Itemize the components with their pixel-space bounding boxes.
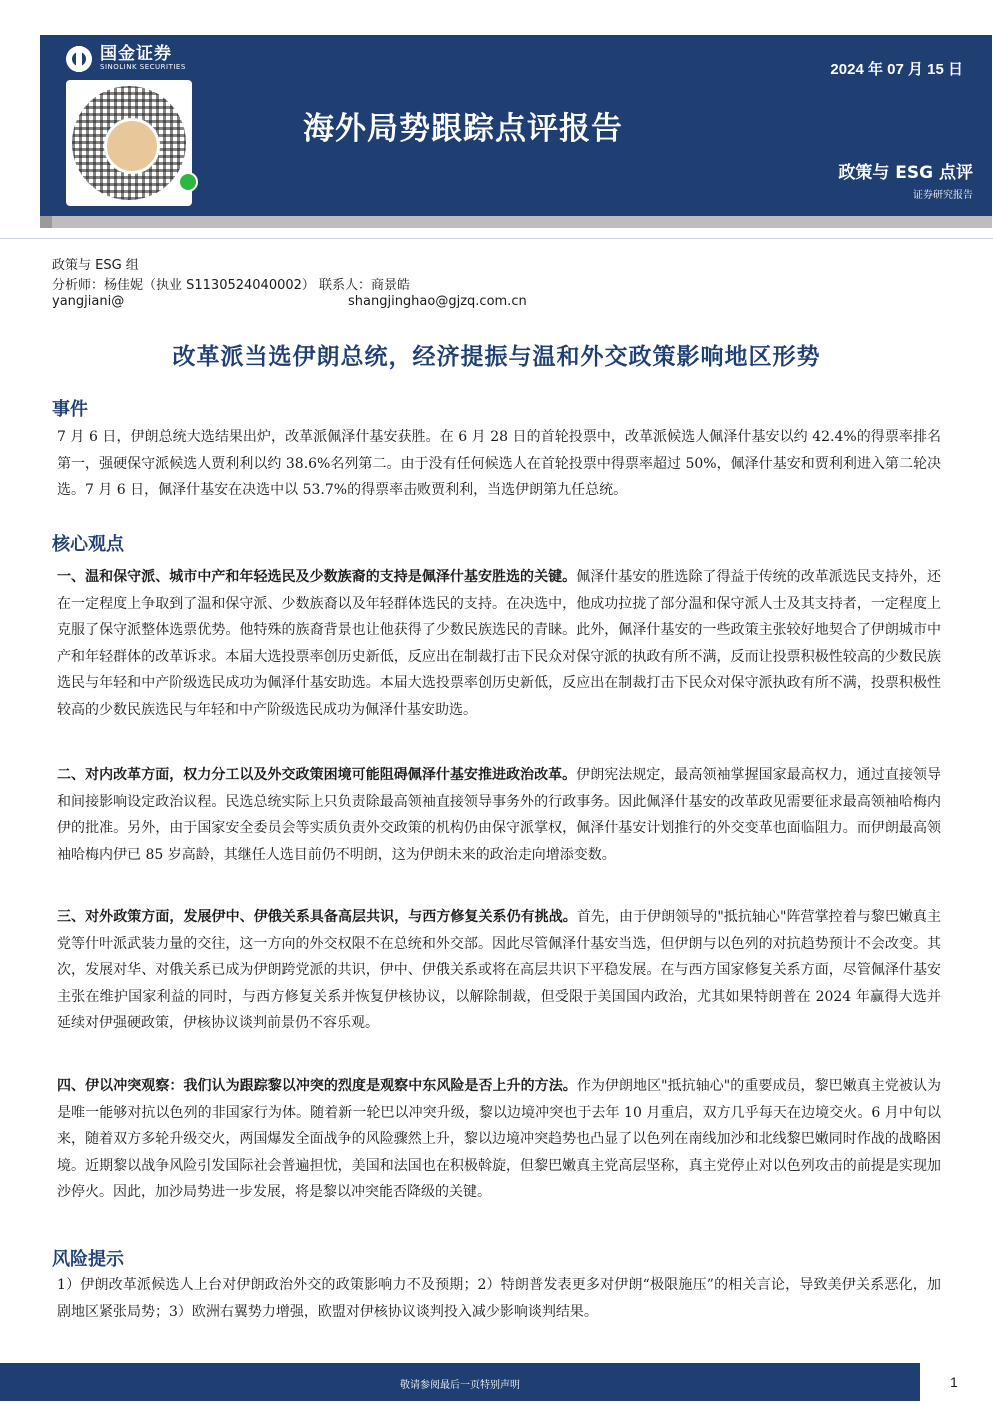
core-point-4-text: 作为伊朗地区"抵抗轴心"的重要成员，黎巴嫩真主党被认为是唯一能够对抗以色列的非国家行为体。随着新一轮巴以冲突升级，黎以边境冲突也于去年 10 月重启，双方几乎每天在边境交火。6 月中旬以来，随着双方多轮升级交火，两国爆发全面战争的风险骤然上升，黎以边境冲突趋势也凸显了以色列在南线加沙和北线黎巴嫩同时作战的战略困境。近期黎以战争风险引发国际社会普遍担忧，美国和法国也在积极斡旋，但黎巴嫩真主党高层坚称，真主党停止对以色列攻击的前提是实现加沙停火。因此，加沙局势进一步发展，将是黎以冲突能否降级的关键。 (57, 1078, 941, 1200)
logo-name-en: SINOLINK SECURITIES (100, 63, 186, 71)
core-point-3-text: 首先，由于伊朗领导的"抵抗轴心"阵营掌控着与黎巴嫩真主党等什叶派武装力量的交往，这一方向的外交权限不在总统和外交部。因此尽管佩泽什基安当选，但伊朗与以色列的对抗趋势预计不会改变。其次，发展对华、对俄关系已成为伊朗跨党派的共识，伊中、伊俄关系或将在高层共识下平稳发展。在与西方国家修复关系方面，尽管佩泽什基安主张在维护国家利益的同时，与西方修复关系并恢复伊核协议，以解除制裁，但受限于美国国内政治，尤其如果特朗普在 2024 年赢得大选并延续对伊强硬政策，伊核协议谈判前景仍不容乐观。 (57, 909, 941, 1031)
header-gray-bar (52, 216, 992, 228)
core-point-1-text: 佩泽什基安的胜选除了得益于传统的改革派选民支持外，还在一定程度上争取到了温和保守派、少数族裔以及年轻群体选民的支持。在决选中，他成功拉拢了部分温和保守派人士及其支持者，一定程度上克服了保守派整体选票优势。他特殊的族裔背景也让他获得了少数民族选民的青睐。此外，佩泽什基安的一些政策主张较好地契合了伊朗城市中产和年轻群体的改革诉求。本届大选投票率创历史新低，反应出在制裁打击下民众对保守派的执政有所不满，反而让投票积极性较高的少数民族选民与年轻和中产阶级选民成功为佩泽什基安助选。本届大选投票率创历史新低，反应出在制裁打击下民众对保守派执政有所不满，投票积极性较高的少数民族选民与年轻和中产阶级选民成功为佩泽什基安助选。 (57, 569, 942, 718)
report-date: 2024 年 07 月 15 日 (830, 61, 963, 78)
event-paragraph: 7 月 6 日，伊朗总统大选结果出炉，改革派佩泽什基安获胜。在 6 月 28 日的首轮投票中，改革派候选人佩泽什基安以约 42.4%的得票率排名第一，强硬保守派候选人贾利利以约 38.6%名列第二。由于没有任何候选人在首轮投票中得票率超过 50%，佩泽什基安和贾利利进入第二轮决选。7 月 6 日，佩泽什基安在决选中以 53.7%的得票率击败贾利利，当选伊朗第九任总统。 (57, 429, 941, 498)
qr-center-logo (104, 118, 160, 174)
wechat-icon (178, 172, 198, 192)
core-point-1-lead: 一、温和保守派、城市中产和年轻选民及少数族裔的支持是佩泽什基安胜选的关键。 (57, 569, 577, 585)
core-point-2 (57, 762, 941, 868)
analyst-line: 分析师：杨佳妮（执业 S1130524040002） 联系人：商景皓 (52, 278, 411, 293)
section-heading-event: 事件 (52, 399, 88, 420)
main-title: 改革派当选伊朗总统，经济提振与温和外交政策影响地区形势 (172, 344, 821, 370)
footer-disclaimer-link[interactable]: 敬请参阅最后一页特别声明 (400, 1380, 520, 1391)
company-logo (66, 45, 186, 72)
qr-code-icon (66, 80, 192, 206)
header-divider (0, 238, 993, 239)
section-heading-core: 核心观点 (52, 534, 124, 555)
core-point-2-lead: 二、对内改革方面，权力分工以及外交政策困境可能阻碍佩泽什基安推进政治改革。 (57, 767, 577, 783)
analyst-email[interactable]: yangjiani@ (52, 294, 125, 309)
core-point-4 (57, 1073, 941, 1206)
research-group: 政策与 ESG 组 (52, 258, 139, 273)
contact-email[interactable]: shangjinghao@gjzq.com.cn (348, 294, 527, 309)
core-point-3-lead: 三、对外政策方面，发展伊中、伊俄关系具备高层共识，与西方修复关系仍有挑战。 (57, 909, 577, 925)
logo-name-cn: 国金证券 (100, 44, 172, 64)
risk-paragraph: 1）伊朗改革派候选人上台对伊朗政治外交的政策影响力不及预期；2）特朗普发表更多对伊朗“极限施压”的相关言论，导致美伊关系恶化，加剧地区紧张局势；3）欧洲右翼势力增强，欧盟对伊核协议谈判投入减少影响谈判结果。 (57, 1277, 941, 1320)
core-point-1 (57, 564, 941, 723)
core-point-4-lead: 四、伊以冲突观察：我们认为跟踪黎以冲突的烈度是观察中东风险是否上升的方法。 (57, 1078, 577, 1094)
report-subcategory: 证券研究报告 (913, 190, 973, 201)
core-point-3 (57, 904, 941, 1037)
core-point-2-text: 伊朗宪法规定，最高领袖掌握国家最高权力，通过直接领导和间接影响设定政治议程。民选总统实际上只负责除最高领袖直接领导事务外的行政事务。因此佩泽什基安的改革政见需要征求最高领袖哈梅内伊的批准。另外，由于国家安全委员会等实质负责外交政策的机构仍由保守派掌权，佩泽什基安计划推行的外交变革也面临阻力。而伊朗最高领袖哈梅内伊已 85 岁高龄，其继任人选目前仍不明朗，这为伊朗未来的政治走向增添变数。 (57, 767, 942, 863)
header-accent-bar (40, 216, 52, 228)
section-heading-risk: 风险提示 (52, 1249, 124, 1270)
page-number: 1 (950, 1374, 958, 1390)
report-title: 海外局势跟踪点评报告 (303, 111, 623, 147)
report-category: 政策与 ESG 点评 (838, 163, 973, 183)
logo-mark-icon (66, 46, 92, 72)
